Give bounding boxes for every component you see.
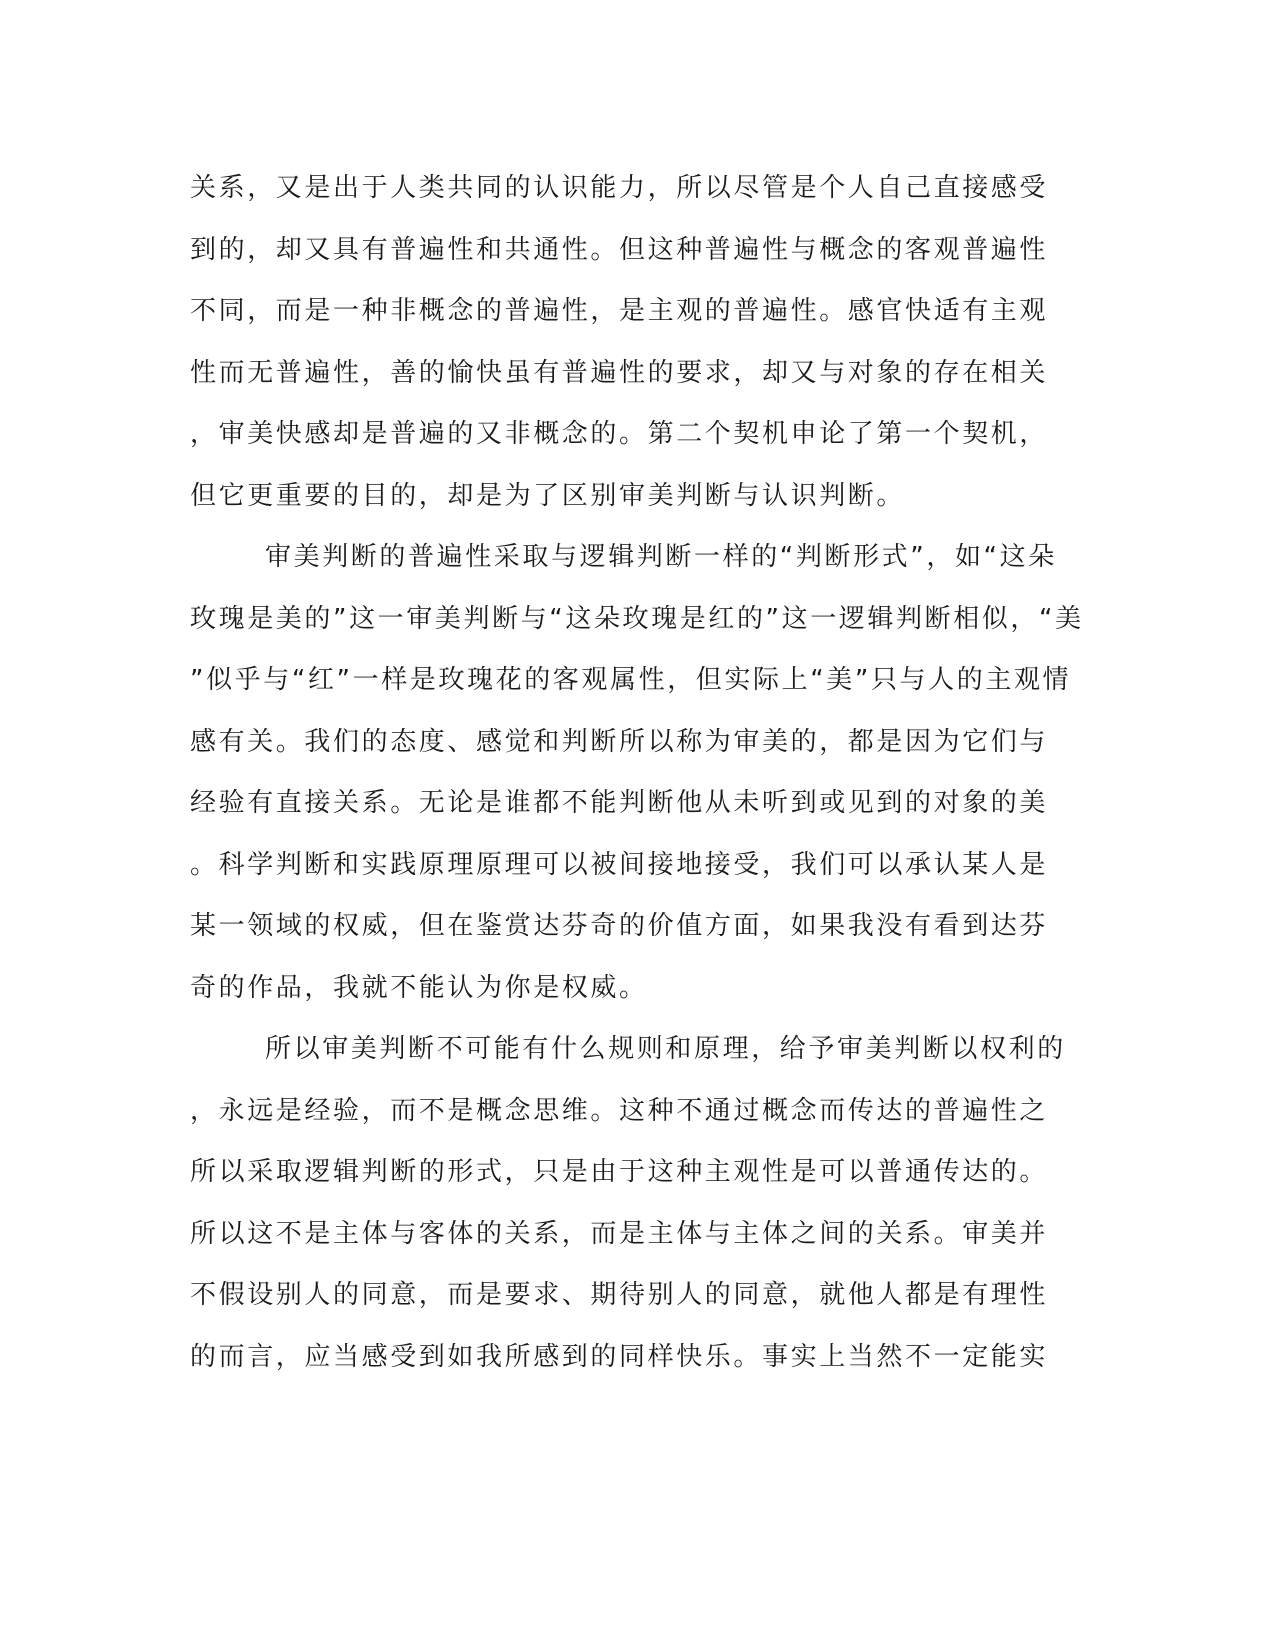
paragraph-2 <box>190 527 1090 1019</box>
paragraph-line: 。科学判断和实践原理原理可以被间接地接受，我们可以承认某人是 <box>190 849 1049 880</box>
paragraph-3 <box>190 1019 1090 1388</box>
paragraph-line: ，审美快感却是普遍的又非概念的。第二个契机申论了第一个契机， <box>190 419 1049 449</box>
paragraph-line: 所以采取逻辑判断的形式，只是由于这种主观性是可以普通传达的。 <box>190 1157 1049 1187</box>
paragraph-line: 玫瑰是美的”这一审美判断与“这朵玫瑰是红的”这一逻辑判断相似，“美 <box>190 603 1084 634</box>
paragraph-1 <box>190 158 1090 527</box>
paragraph-line: 但它更重要的目的，却是为了区别审美判断与认识判断。 <box>190 480 906 511</box>
paragraph-line: 的而言，应当感受到如我所感到的同样快乐。事实上当然不一定能实 <box>190 1341 1049 1372</box>
document-body <box>190 158 1090 1388</box>
paragraph-first-line: 所以审美判断不可能有什么规则和原理，给予审美判断以权利的 <box>265 1034 1066 1064</box>
paragraph-line: 所以这不是主体与客体的关系，而是主体与主体之间的关系。审美并 <box>190 1218 1049 1249</box>
paragraph-line: 不同，而是一种非概念的普遍性，是主观的普遍性。感官快适有主观 <box>190 296 1049 326</box>
paragraph-line: ，永远是经验，而不是概念思维。这种不通过概念而传达的普遍性之 <box>190 1095 1049 1126</box>
paragraph-line: 某一领域的权威，但在鉴赏达芬奇的价值方面，如果我没有看到达芬 <box>190 911 1049 941</box>
paragraph-line: ”似乎与“红”一样是玫瑰花的客观属性，但实际上“美”只与人的主观情 <box>190 665 1072 695</box>
paragraph-line: 关系，又是出于人类共同的认识能力，所以尽管是个人自己直接感受 <box>190 173 1049 203</box>
paragraph-line: 性而无普遍性，善的愉快虽有普遍性的要求，却又与对象的存在相关 <box>190 357 1049 388</box>
paragraph-line: 经验有直接关系。无论是谁都不能判断他从未听到或见到的对象的美 <box>190 788 1049 818</box>
paragraph-line: 感有关。我们的态度、感觉和判断所以称为审美的，都是因为它们与 <box>190 726 1049 757</box>
paragraph-line: 到的，却又具有普遍性和共通性。但这种普遍性与概念的客观普遍性 <box>190 234 1049 265</box>
paragraph-first-line: 审美判断的普遍性采取与逻辑判断一样的“判断形式”，如“这朵 <box>265 542 1057 572</box>
paragraph-line: 不假设别人的同意，而是要求、期待别人的同意，就他人都是有理性 <box>190 1280 1049 1310</box>
paragraph-line: 奇的作品，我就不能认为你是权威。 <box>190 972 648 1003</box>
